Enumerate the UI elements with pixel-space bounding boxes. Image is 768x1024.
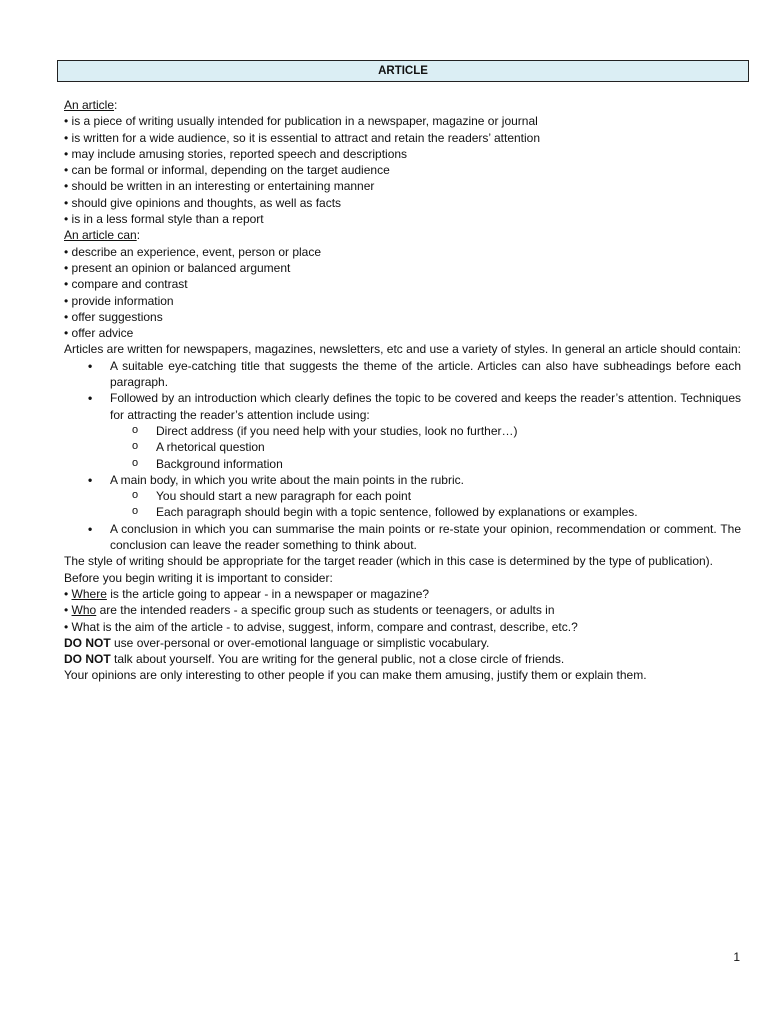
intro-item: • is in a less formal style than a report xyxy=(64,212,264,227)
can-item: • offer advice xyxy=(64,326,134,341)
consider-aim: • What is the aim of the article - to advise, suggest, inform, compare and contrast, describe, etc.? xyxy=(64,619,578,634)
contain-item-text: Followed by an introduction which clearly defines the topic to be covered and keeps the reader’s attention. Techniques for attracting the reader’s attention include using: xyxy=(110,391,741,422)
contain-subitem-list xyxy=(110,423,741,472)
can-item: • present an opinion or balanced argument xyxy=(64,260,291,275)
contain-subitem-list xyxy=(110,488,741,521)
contain-subitem: o Direct address (if you need help with your studies, look no further…) xyxy=(110,423,741,439)
contain-subitem: o A rhetorical question xyxy=(110,439,741,455)
can-heading: An article can: xyxy=(64,228,141,243)
intro-list xyxy=(64,113,741,227)
contain-list xyxy=(64,358,741,554)
intro-item: • can be formal or informal, depending on the target audience xyxy=(64,163,390,178)
can-list xyxy=(64,244,741,342)
consider-where: • Where is the article going to appear - in a newspaper or magazine? xyxy=(64,586,430,601)
donot-yourself: DO NOT talk about yourself. You are writing for the general public, not a close circle of friends. xyxy=(64,652,565,667)
contain-paragraph: Articles are written for newspapers, magazines, newsletters, etc and use a variety of styles. In general an article should contain: xyxy=(64,342,742,357)
closing-sentence: Your opinions are only interesting to other people if you can make them amusing, justify them or explain them. xyxy=(64,668,647,683)
contain-item xyxy=(64,358,741,391)
can-item: • describe an experience, event, person or place xyxy=(64,244,322,259)
contain-item-text: A conclusion in which you can summarise the main points or re-state your opinion, recommendation or comment. The conclusion can leave the reader something to think about. xyxy=(110,521,741,553)
can-item: • offer suggestions xyxy=(64,309,163,324)
page-title: ARTICLE xyxy=(378,64,428,77)
contain-subitem: o You should start a new paragraph for each point xyxy=(110,488,741,504)
contain-subitem: o Background information xyxy=(110,456,741,472)
intro-item: • is written for a wide audience, so it is essential to attract and retain the readers’ attention xyxy=(64,130,541,145)
intro-item: • is a piece of writing usually intended for publication in a newspaper, magazine or journal xyxy=(64,114,538,129)
contain-item-text: A main body, in which you write about the main points in the rubric. xyxy=(110,472,464,487)
intro-item: • should be written in an interesting or entertaining manner xyxy=(64,179,375,194)
intro-item: • may include amusing stories, reported speech and descriptions xyxy=(64,146,408,161)
style-paragraph: The style of writing should be appropriate for the target reader (which in this case is determined by the type of publication). xyxy=(64,554,714,569)
intro-heading: An article: xyxy=(64,98,118,112)
document-page xyxy=(64,60,741,684)
page-number: 1 xyxy=(733,950,740,964)
contain-item xyxy=(64,390,741,471)
consider-who: • Who are the intended readers - a specific group such as students or teenagers, or adults in xyxy=(64,603,555,618)
contain-item xyxy=(64,472,741,521)
article-title-box xyxy=(57,60,749,82)
contain-subitem: o Each paragraph should begin with a topic sentence, followed by explanations or examples. xyxy=(110,504,741,520)
contain-item-text: A suitable eye-catching title that suggests the theme of the article. Articles can also have subheadings before each paragraph. xyxy=(110,358,741,390)
consider-heading: Before you begin writing it is important to consider: xyxy=(64,570,333,585)
can-item: • provide information xyxy=(64,293,174,308)
document-body xyxy=(64,97,741,684)
donot-language: DO NOT use over-personal or over-emotional language or simplistic vocabulary. xyxy=(64,635,490,650)
contain-item xyxy=(64,521,741,554)
intro-item: • should give opinions and thoughts, as well as facts xyxy=(64,195,342,210)
can-item: • compare and contrast xyxy=(64,277,188,292)
